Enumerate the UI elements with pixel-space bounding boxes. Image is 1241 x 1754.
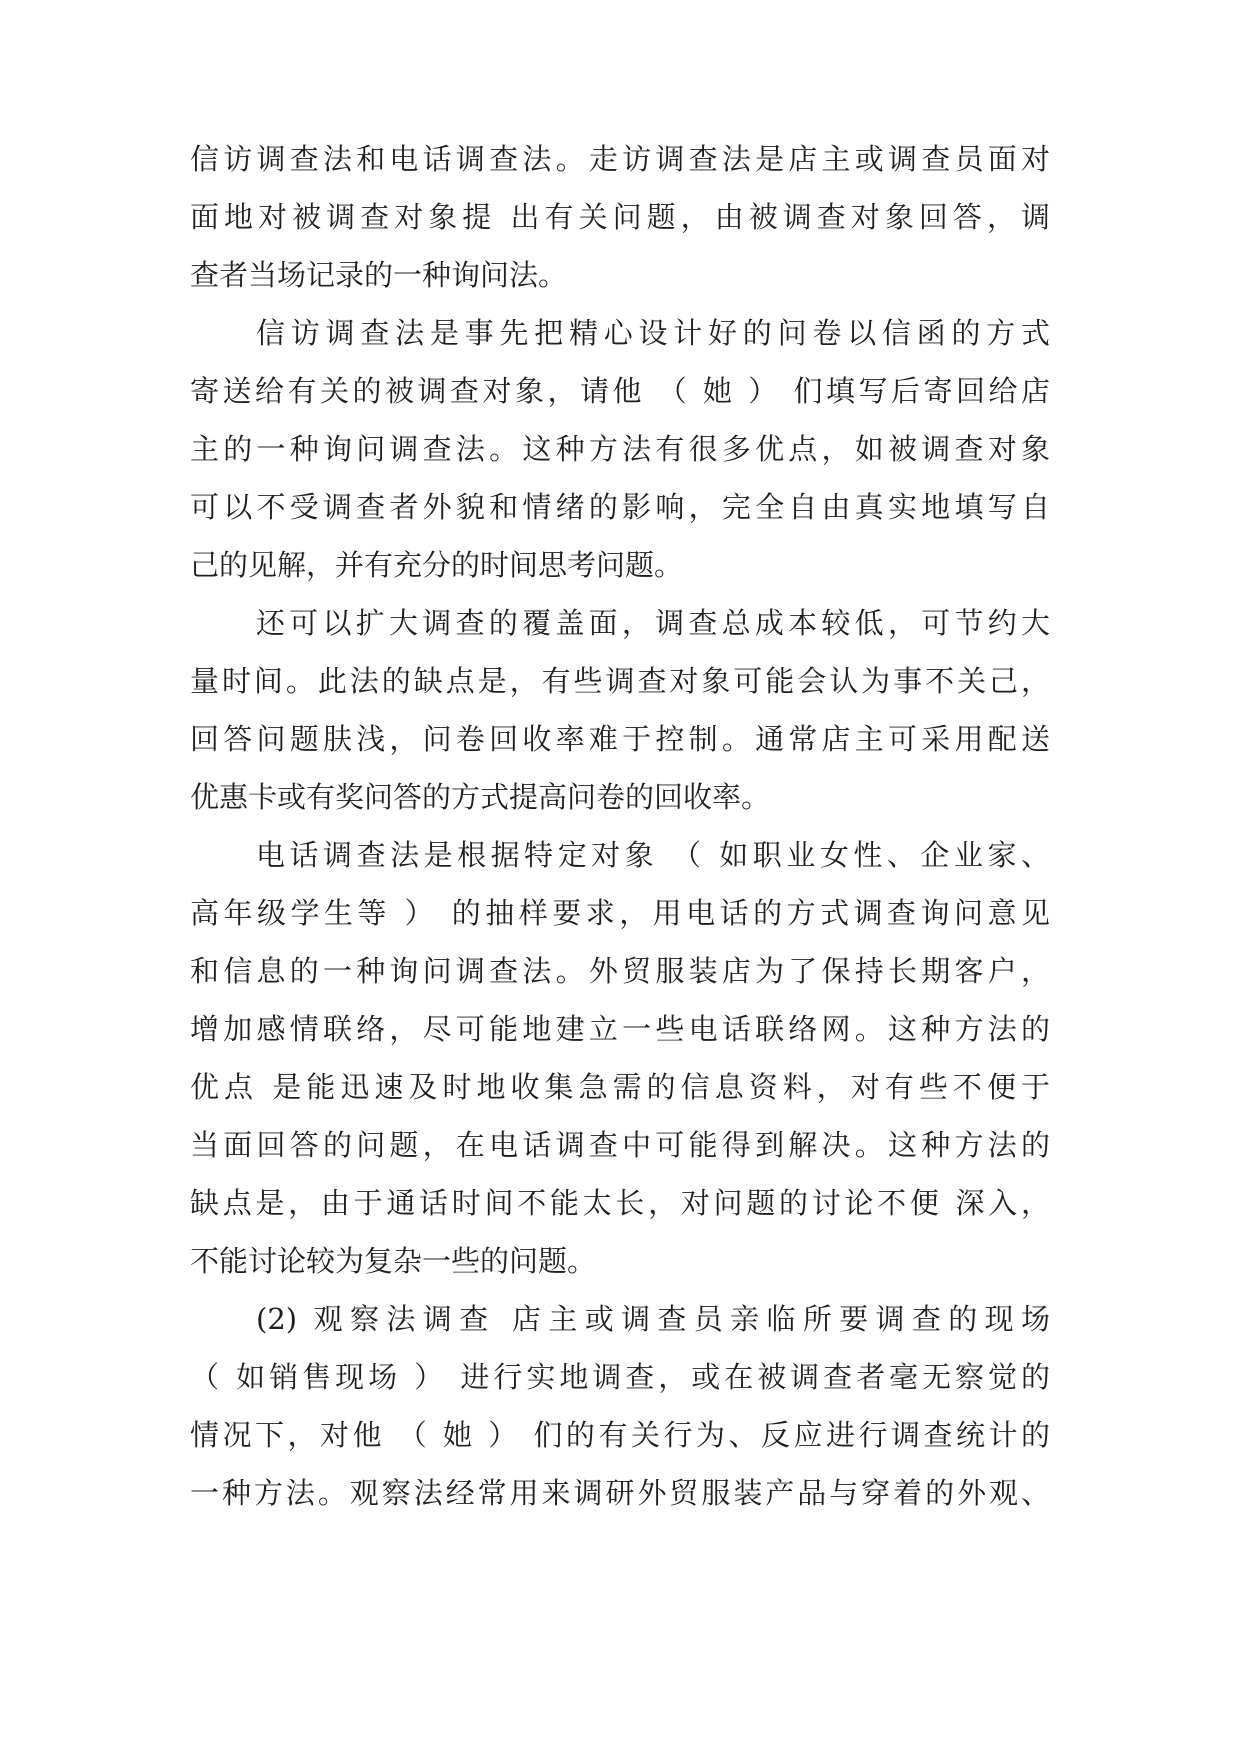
text-line: 缺点是，由于通话时间不能太长，对问题的讨论不便 深入， xyxy=(190,1186,1050,1220)
text-line: 面地对被调查对象提 出有关问题，由被调查对象回答，调 xyxy=(190,200,1050,234)
text-line: 主的一种询问调查法。这种方法有很多优点，如被调查对象 xyxy=(190,432,1050,466)
text-line: 信访调查法是事先把精心设计好的问卷以信函的方式 xyxy=(256,316,1050,350)
text-line: 不能讨论较为复杂一些的问题。 xyxy=(190,1244,597,1278)
text-line: 回答问题肤浅，问卷回收率难于控制。通常店主可采用配送 xyxy=(190,722,1050,756)
text-line: 电话调查法是根据特定对象 （ 如职业女性、企业家、 xyxy=(256,838,1050,872)
body-text xyxy=(190,130,1050,1522)
text-line: 量时间。此法的缺点是，有些调查对象可能会认为事不关己， xyxy=(190,664,1050,698)
text-line: 高年级学生等 ） 的抽样要求，用电话的方式调查询问意见 xyxy=(190,896,1050,930)
text-line: 优惠卡或有奖问答的方式提高问卷的回收率。 xyxy=(190,780,771,814)
text-line: 可以不受调查者外貌和情绪的影响，完全自由真实地填写自 xyxy=(190,490,1050,524)
text-line: 寄送给有关的被调查对象，请他 （ 她 ） 们填写后寄回给店 xyxy=(190,374,1050,408)
text-line: 还可以扩大调查的覆盖面，调查总成本较低，可节约大 xyxy=(256,606,1050,640)
text-line: 查者当场记录的一种询问法。 xyxy=(190,258,568,292)
text-line: 增加感情联络，尽可能地建立一些电话联络网。这种方法的 xyxy=(190,1012,1050,1046)
text-line: 一种方法。观察法经常用来调研外贸服装产品与穿着的外观、 xyxy=(190,1476,1050,1510)
text-line: 己的见解，并有充分的时间思考问题。 xyxy=(190,548,684,582)
text-line: 当面回答的问题，在电话调查中可能得到解决。这种方法的 xyxy=(190,1128,1050,1162)
text-line: 优点 是能迅速及时地收集急需的信息资料，对有些不便于 xyxy=(190,1070,1050,1104)
text-line: （ 如销售现场 ） 进行实地调查，或在被调查者毫无察觉的 xyxy=(190,1360,1050,1394)
text-line: 信访调查法和电话调查法。走访调查法是店主或调查员面对 xyxy=(190,142,1050,176)
text-line: (2) 观察法调查 店主或调查员亲临所要调查的现场 xyxy=(256,1302,1050,1336)
text-line: 和信息的一种询问调查法。外贸服装店为了保持长期客户， xyxy=(190,954,1050,988)
text-line: 情况下，对他 （ 她 ） 们的有关行为、反应进行调查统计的 xyxy=(190,1418,1050,1452)
